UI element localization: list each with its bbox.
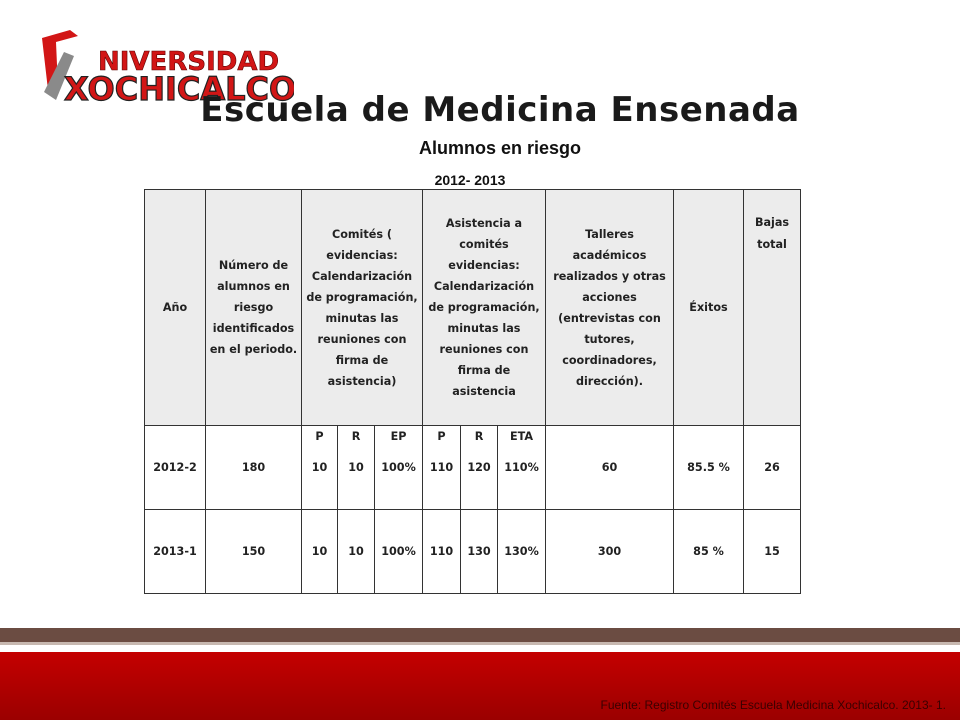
cell-asistencia-r: 130: [461, 510, 498, 594]
cell-talleres: 60: [546, 426, 674, 510]
cell-bajas: 15: [744, 510, 801, 594]
logo-text-line2: XOCHICALCO: [64, 70, 294, 108]
footer-band-light: [0, 642, 960, 645]
table-row: [145, 510, 801, 594]
cell-comites-ep: EP 100%: [375, 426, 423, 510]
page-title: Escuela de Medicina Ensenada: [200, 90, 800, 130]
header-comites: Comités ( evidencias: Calendarización de programación, minutas las reuniones con firma de asistencia): [302, 190, 423, 426]
page-subtitle: Alumnos en riesgo: [418, 138, 582, 158]
footer-band-dark: [0, 628, 960, 642]
source-note: Fuente: Registro Comités Escuela Medicina Xochicalco. 2013- 1.: [600, 698, 946, 712]
cell-comites-p: 10: [302, 510, 338, 594]
cell-comites-r: 10: [338, 510, 375, 594]
cell-exitos: 85.5 %: [674, 426, 744, 510]
cell-comites-r: R 10: [338, 426, 375, 510]
logo-text-line1: NIVERSIDAD: [98, 47, 280, 77]
header-bajas: Bajas total: [744, 190, 801, 426]
cell-anio: 2012-2: [145, 426, 206, 510]
header-anio: Año: [145, 190, 206, 426]
header-exitos: Éxitos: [674, 190, 744, 426]
cell-asistencia-p: 110: [423, 510, 461, 594]
cell-asistencia-eta: ETA 110%: [498, 426, 546, 510]
cell-asistencia-eta: 130%: [498, 510, 546, 594]
cell-comites-ep: 100%: [375, 510, 423, 594]
cell-asistencia-r: R 120: [461, 426, 498, 510]
header-numero: Número de alumnos en riesgo identificados en el periodo.: [206, 190, 302, 426]
table-header-row: [145, 190, 801, 426]
period-label: 2012- 2013: [434, 172, 506, 188]
table-row: [145, 426, 801, 510]
cell-comites-p: P 10: [302, 426, 338, 510]
cell-talleres: 300: [546, 510, 674, 594]
cell-numero: 180: [206, 426, 302, 510]
cell-anio: 2013-1: [145, 510, 206, 594]
cell-exitos: 85 %: [674, 510, 744, 594]
risk-students-table: [144, 189, 801, 594]
cell-bajas: 26: [744, 426, 801, 510]
cell-numero: 150: [206, 510, 302, 594]
header-asistencia: Asistencia a comités evidencias: Calendarización de programación, minutas las reuniones con firma de asistencia: [423, 190, 546, 426]
cell-asistencia-p: P 110: [423, 426, 461, 510]
header-talleres: Talleres académicos realizados y otras acciones (entrevistas con tutores, coordinadores, dirección).: [546, 190, 674, 426]
